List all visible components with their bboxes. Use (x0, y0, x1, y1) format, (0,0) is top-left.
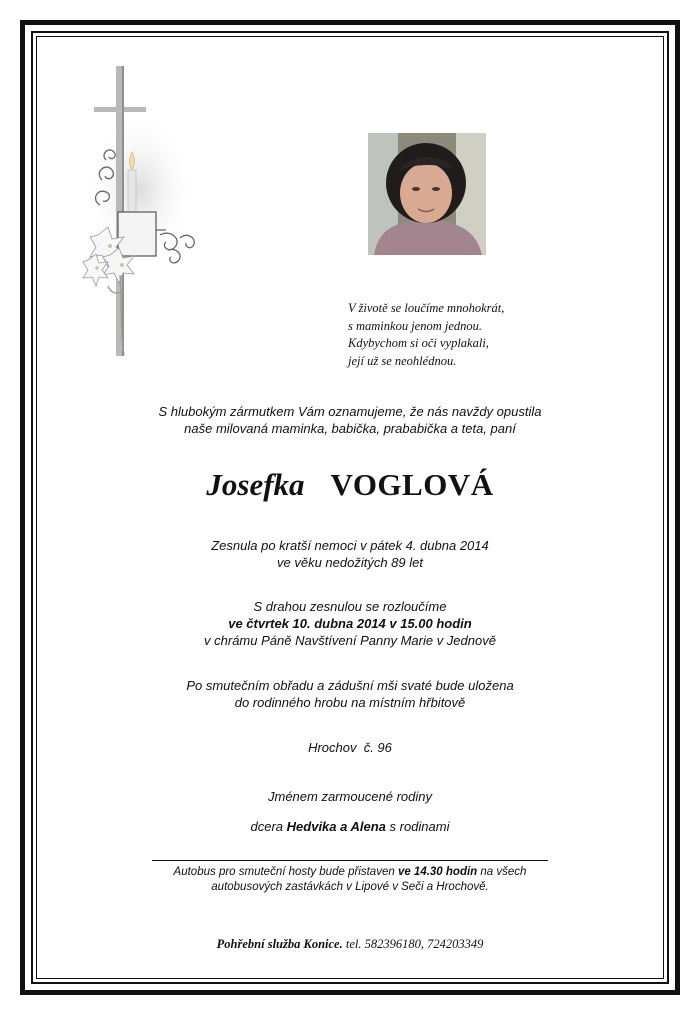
poem-line: její už se neohlédnou. (348, 353, 457, 368)
deceased-last-name: VOGLOVÁ (330, 467, 494, 502)
death-info-line: ve věku nedožitých 89 let (277, 555, 423, 570)
family-members (0, 818, 700, 835)
family-line: Jménem zarmoucené rodiny (267, 789, 433, 804)
portrait-photo (368, 133, 486, 255)
address (0, 739, 700, 756)
funeral-service-phone: tel. 582396180, 724203349 (345, 937, 484, 951)
family-suffix: s rodinami (389, 819, 450, 834)
death-info (0, 537, 700, 571)
bus-text-1: Autobus pro smuteční hosty bude přistaven (173, 866, 395, 878)
farewell-info (0, 598, 700, 649)
farewell-date: ve čtvrtek 10. dubna 2014 v 15.00 hodin (228, 616, 472, 631)
address-text: Hrochov č. 96 (308, 740, 392, 755)
bus-line-2: autobusových zastávkách v Lipové v Seči a Hrochově. (211, 881, 489, 893)
farewell-place: v chrámu Páně Navštívení Panny Marie v Jednově (204, 633, 496, 648)
announcement (0, 403, 700, 437)
poem-line: Kdybychom si oči vyplakali, (348, 336, 489, 350)
bus-line-1 (0, 865, 700, 880)
bus-time: ve 14.30 hodin (397, 866, 478, 878)
deceased-first-name: Josefka (206, 467, 305, 502)
burial-line: do rodinného hrobu na místním hřbitově (234, 695, 466, 710)
burial-line: Po smutečním obřadu a zádušní mši svaté bude uložena (186, 678, 514, 693)
bus-info (0, 865, 700, 895)
deceased-name (0, 467, 700, 503)
burial-info (0, 677, 700, 711)
family-prefix: dcera (250, 819, 284, 834)
death-info-line: Zesnula po kratší nemoci v pátek 4. dubna 2014 (211, 538, 489, 553)
poem-line: V životě se loučíme mnohokrát, (348, 301, 505, 315)
funeral-service-name: Pohřební služba Konice. (216, 937, 343, 951)
announcement-line: naše milovaná maminka, babička, prababička a teta, paní (184, 421, 516, 436)
family-names: Hedvika a Alena (286, 819, 386, 834)
poem (348, 300, 504, 370)
announcement-line: S hlubokým zármutkem Vám oznamujeme, že nás navždy opustila (158, 404, 542, 419)
bus-text-2: na všech (480, 866, 527, 878)
divider (152, 860, 548, 861)
footer (0, 936, 700, 952)
farewell-intro: S drahou zesnulou se rozloučíme (253, 599, 447, 614)
cross-candle-lilies-icon (80, 60, 220, 370)
poem-line: s maminkou jenom jednou. (348, 318, 483, 333)
